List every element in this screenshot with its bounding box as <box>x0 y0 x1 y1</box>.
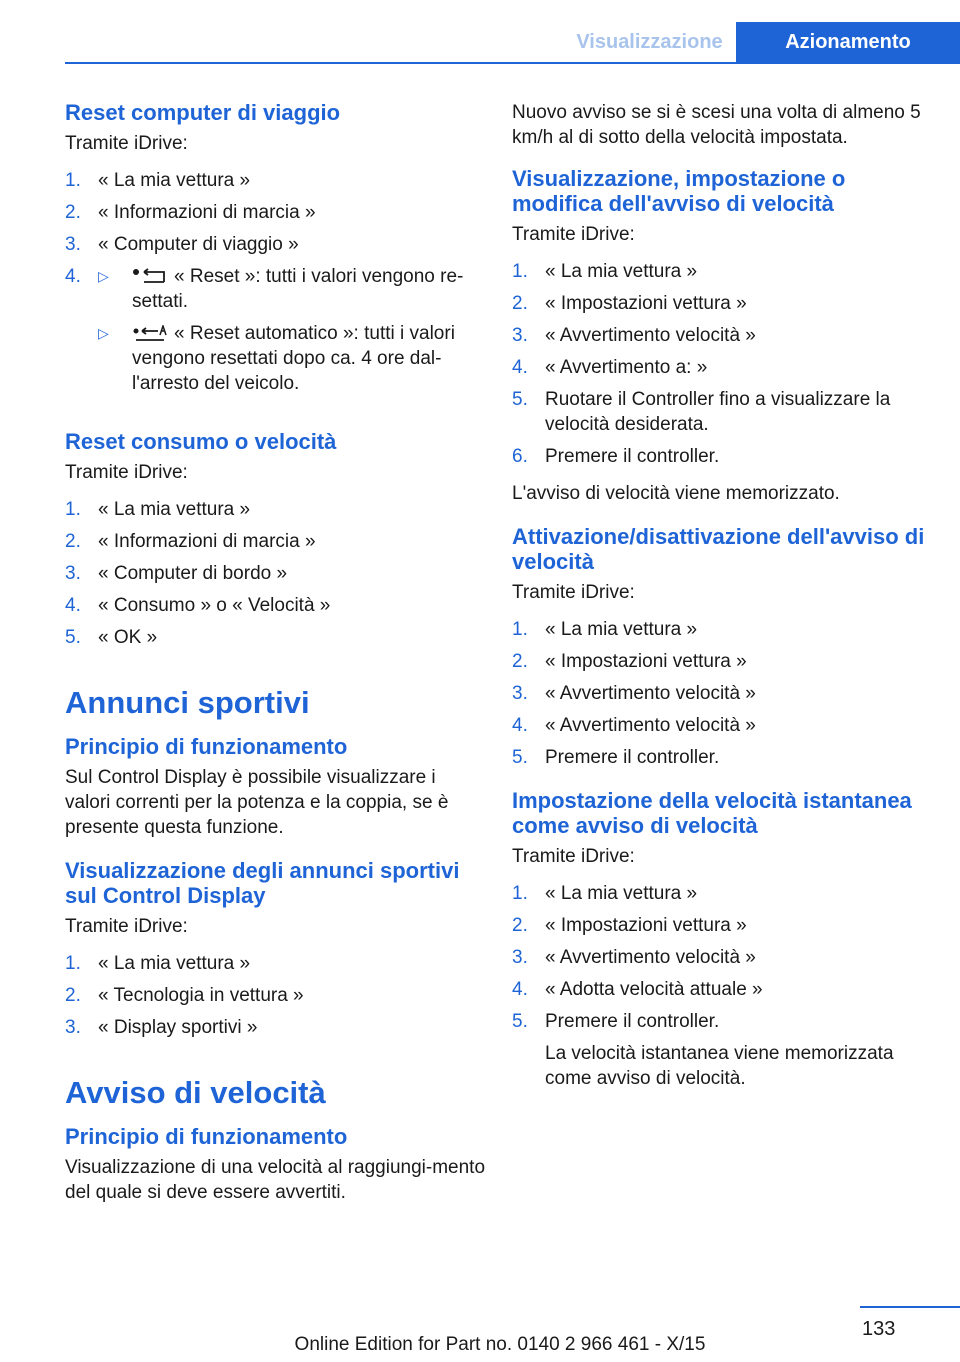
step-number: 4. <box>512 715 528 736</box>
step-number: 1. <box>65 170 81 191</box>
header-tab-visualizzazione: Visualizzazione <box>576 30 723 53</box>
step-number: 5. <box>65 627 81 648</box>
body-text: Sul Control Display è possibile visualizzare i valori correnti per la potenza e la coppia, se è presente questa funzione. <box>65 767 449 838</box>
section-title: Reset computer di viaggio <box>65 100 341 125</box>
chapter-title: Annunci sportivi <box>65 685 310 720</box>
step-number: 3. <box>512 947 528 968</box>
list-item: 1. « La mia vettura » <box>65 170 251 191</box>
step-number: 1. <box>65 953 81 974</box>
step-number: 3. <box>512 683 528 704</box>
section-title: Reset consumo o velocità <box>65 429 337 454</box>
list-item: 2. « Informazioni di marcia » <box>65 531 316 552</box>
list-item: 4. « Consumo » o « Velocità » <box>65 595 331 616</box>
step-number: 3. <box>65 1017 81 1038</box>
list-item: 2. « Impostazioni vettura » <box>512 651 747 672</box>
triangle-bullet-icon: ▷ <box>98 325 109 341</box>
step-number: 2. <box>65 531 81 552</box>
page-number: 133 <box>862 1318 896 1340</box>
step-number: 1. <box>512 261 528 282</box>
step-list <box>512 617 932 770</box>
list-item <box>512 1009 932 1091</box>
left-column <box>65 100 485 1217</box>
step-list <box>65 168 485 403</box>
step-number: 5. <box>512 747 528 768</box>
chapter-title: Avviso di velocità <box>65 1075 326 1110</box>
body-text: Visualizzazione di una velocità al raggiungi-mento del quale si deve essere avvertiti. <box>65 1157 486 1203</box>
step-number: 2. <box>512 915 528 936</box>
step-number: 5. <box>512 1011 528 1032</box>
intro-text: Tramite iDrive: <box>65 133 188 154</box>
list-item <box>65 264 485 403</box>
sub-item <box>98 264 485 314</box>
list-item: 2. « Impostazioni vettura » <box>512 915 747 936</box>
section-title: Visualizzazione degli annunci sportivi sul Control Display <box>65 858 460 908</box>
sub-list <box>98 264 485 403</box>
right-column <box>512 100 932 1103</box>
list-item: 1. « La mia vettura » <box>65 499 251 520</box>
page-header <box>563 22 960 62</box>
step-number: 4. <box>512 979 528 1000</box>
list-item: 2. « Impostazioni vettura » <box>512 293 747 314</box>
header-rule <box>65 62 960 64</box>
list-item: 3. « Display sportivi » <box>65 1017 258 1038</box>
list-item-note: La velocità istantanea viene memorizzata come avviso di velocità. <box>545 1043 894 1089</box>
section-title: Principio di funzionamento <box>65 734 348 759</box>
step-list <box>65 497 485 650</box>
list-item: 4. « Avvertimento velocità » <box>512 715 756 736</box>
step-number: 4. <box>512 357 528 378</box>
step-number: 1. <box>65 499 81 520</box>
list-item-text: Premere il controller. <box>545 1011 720 1032</box>
sub-item-text: « Reset »: tutti i valori vengono re-settati. <box>132 266 464 312</box>
sub-item <box>98 321 485 396</box>
list-item: 2. « Informazioni di marcia » <box>65 202 316 223</box>
body-text: Nuovo avviso se si è scesi una volta di almeno 5 km/h al di sotto della velocità impostata. <box>512 102 921 148</box>
step-number: 1. <box>512 883 528 904</box>
section-title: Visualizzazione, impostazione o modifica dell'avviso di velocità <box>512 166 846 216</box>
section-title: Principio di funzionamento <box>65 1124 348 1149</box>
section-title: Attivazione/disattivazione dell'avviso di velocità <box>512 524 925 574</box>
list-item: 4. « Adotta velocità attuale » <box>512 979 763 1000</box>
step-number: 2. <box>65 202 81 223</box>
step-number: 4. <box>65 266 81 287</box>
list-item: 2. « Tecnologia in vettura » <box>65 985 304 1006</box>
footer-rule <box>860 1306 960 1308</box>
intro-text: Tramite iDrive: <box>512 224 635 245</box>
step-list <box>512 881 932 1091</box>
footer-text: Online Edition for Part no. 0140 2 966 461 - X/15 <box>294 1334 706 1355</box>
reset-icon <box>132 268 168 286</box>
sub-item-text: « Reset automatico »: tutti i valori vengono resettati dopo ca. 4 ore dal-l'arresto del veicolo. <box>132 323 455 394</box>
step-number: 2. <box>512 293 528 314</box>
list-item: 4. « Avvertimento a: » <box>512 357 708 378</box>
step-number: 1. <box>512 619 528 640</box>
list-item: 5. Premere il controller. <box>512 747 720 768</box>
step-number: 4. <box>65 595 81 616</box>
triangle-bullet-icon: ▷ <box>98 268 109 284</box>
list-item: 6. Premere il controller. <box>512 446 720 467</box>
list-item: 3. « Avvertimento velocità » <box>512 325 756 346</box>
list-item: 3. « Computer di viaggio » <box>65 234 299 255</box>
step-number: 3. <box>65 563 81 584</box>
intro-text: Tramite iDrive: <box>512 846 635 867</box>
step-number: 3. <box>512 325 528 346</box>
intro-text: Tramite iDrive: <box>65 916 188 937</box>
list-item: 1. « La mia vettura » <box>512 619 698 640</box>
auto-reset-icon <box>132 325 168 343</box>
list-item: 3. « Computer di bordo » <box>65 563 288 584</box>
step-number: 2. <box>512 651 528 672</box>
list-item: 3. « Avvertimento velocità » <box>512 947 756 968</box>
step-list <box>65 951 485 1040</box>
step-number: 5. <box>512 389 528 410</box>
list-item: 1. « La mia vettura » <box>65 953 251 974</box>
list-item: 3. « Avvertimento velocità » <box>512 683 756 704</box>
intro-text: Tramite iDrive: <box>65 462 188 483</box>
body-text: L'avviso di velocità viene memorizzato. <box>512 483 840 504</box>
list-item: 5. Ruotare il Controller fino a visualizzare la velocità desiderata. <box>512 389 891 435</box>
list-item: 1. « La mia vettura » <box>512 883 698 904</box>
section-title: Impostazione della velocità istantanea come avviso di velocità <box>512 788 912 838</box>
header-tab-azionamento: Azionamento <box>736 22 960 62</box>
step-number: 6. <box>512 446 528 467</box>
step-list <box>512 259 932 469</box>
step-number: 2. <box>65 985 81 1006</box>
step-number: 3. <box>65 234 81 255</box>
list-item: 1. « La mia vettura » <box>512 261 698 282</box>
list-item: 5. « OK » <box>65 627 158 648</box>
intro-text: Tramite iDrive: <box>512 582 635 603</box>
